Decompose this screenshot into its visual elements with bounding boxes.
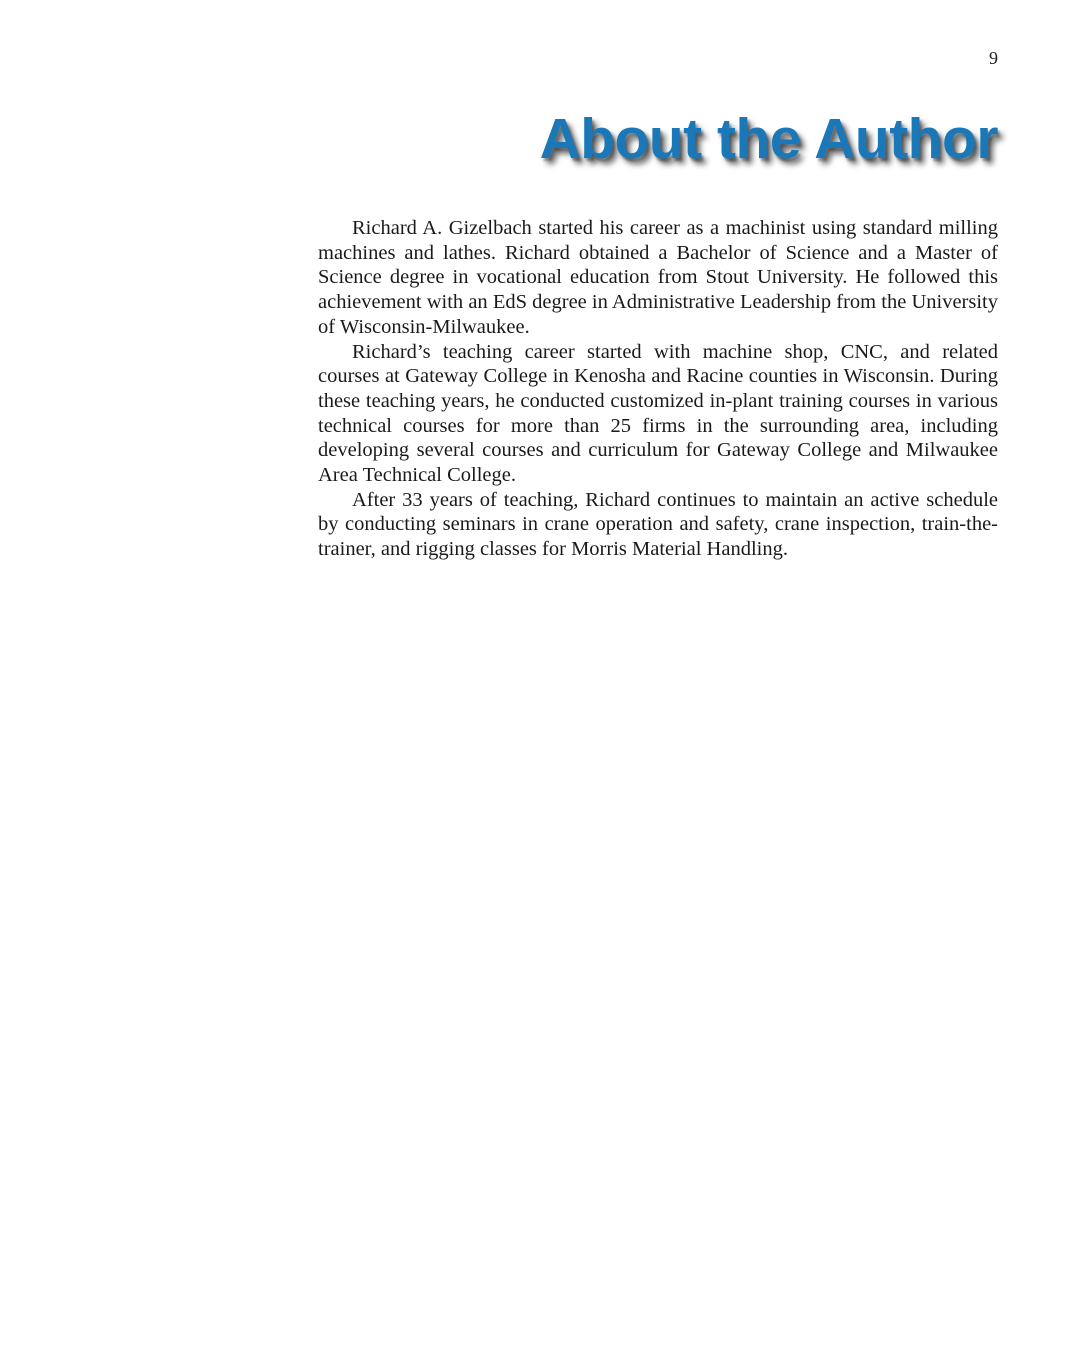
bio-paragraph-1: Richard A. Gizelbach started his career as a machinist using standard milling machines and lathes. Richard obtained a Bachelor of Science and a Master of Science degree in vocational education from Stout University. He followed this achievement with an EdS degree in Administrative Leadership from the University of Wisconsin-Milwaukee. [318, 217, 998, 338]
page-title: About the Author [539, 107, 998, 171]
page-number: 9 [989, 48, 998, 68]
author-bio [318, 216, 998, 562]
bio-paragraph-3: After 33 years of teaching, Richard continues to maintain an active schedule by conducting seminars in crane operation and safety, crane inspection, train-the-trainer, and rigging classes for Morris Material Handling. [318, 488, 998, 561]
bio-paragraph-2: Richard’s teaching career started with machine shop, CNC, and related courses at Gateway College in Kenosha and Racine counties in Wisconsin. During these teaching years, he conducted customized in-plant training courses in various technical courses for more than 25 firms in the surrounding area, including developing several courses and curriculum for Gateway College and Milwaukee Area Technical College. [318, 340, 998, 487]
